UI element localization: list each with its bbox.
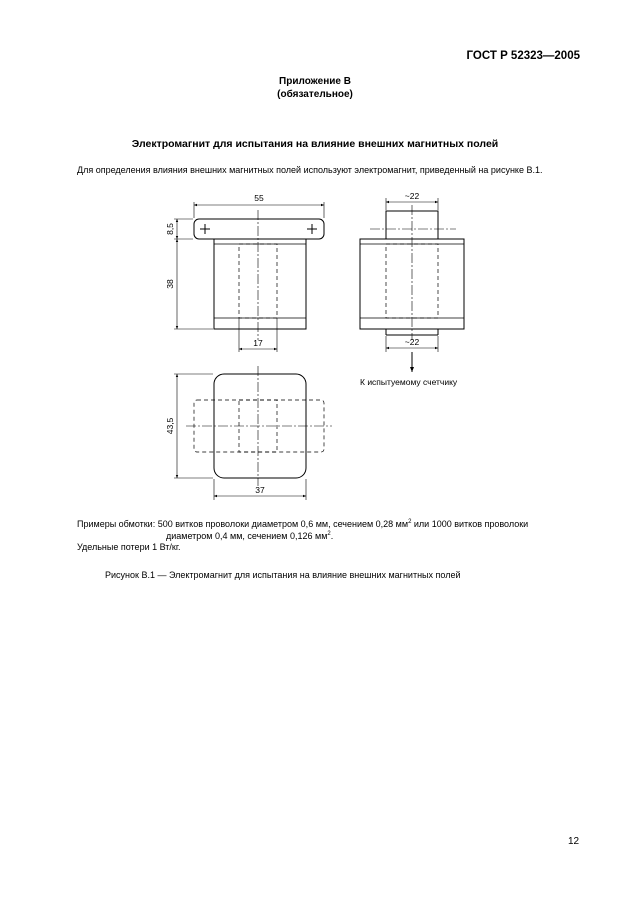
dim-cap-height: 8,5 <box>165 223 175 235</box>
front-body <box>214 239 306 329</box>
dim-side-bottom: ~22 <box>404 337 420 347</box>
side-body <box>360 239 464 329</box>
winding-text-3: диаметром 0,4 мм, сечением 0,126 мм <box>166 531 328 541</box>
dim-width-top: 55 <box>254 193 264 203</box>
dim-plan-width: 37 <box>255 485 265 495</box>
arrow-label: К испытуемому счетчику <box>360 377 458 387</box>
section-title: Электромагнит для испытания на влияние внешних магнитных полей <box>131 138 499 150</box>
dim-side-top: ~22 <box>404 191 420 201</box>
standard-number: ГОСТ Р 52323—2005 <box>466 50 580 62</box>
figure-caption: Рисунок В.1 — Электромагнит для испытания на влияние внешних магнитных полей <box>105 570 461 580</box>
winding-note <box>77 518 597 542</box>
front-view <box>174 202 324 352</box>
winding-sup-2: 2 <box>327 531 331 537</box>
plan-view <box>174 366 332 500</box>
front-cap <box>194 219 324 239</box>
appendix-status: (обязательное) <box>277 89 353 100</box>
winding-text-1: Примеры обмотки: 500 витков проволоки диаметром 0,6 мм, сечением 0,28 мм <box>77 519 409 529</box>
winding-text-4: . <box>330 531 334 541</box>
dim-plan-height: 43,5 <box>165 417 175 435</box>
winding-sup-1: 2 <box>408 519 412 525</box>
intro-paragraph: Для определения влияния внешних магнитных полей используют электромагнит, приведенный на рисунке В.1. <box>77 165 543 175</box>
dim-body-height: 38 <box>165 279 175 289</box>
winding-text-2: или 1000 витков проволоки <box>411 519 529 529</box>
dim-base-width: 17 <box>253 338 263 348</box>
page-number: 12 <box>568 836 580 847</box>
appendix-title: Приложение В <box>279 76 351 87</box>
losses-note: Удельные потери 1 Вт/кг. <box>77 542 181 552</box>
